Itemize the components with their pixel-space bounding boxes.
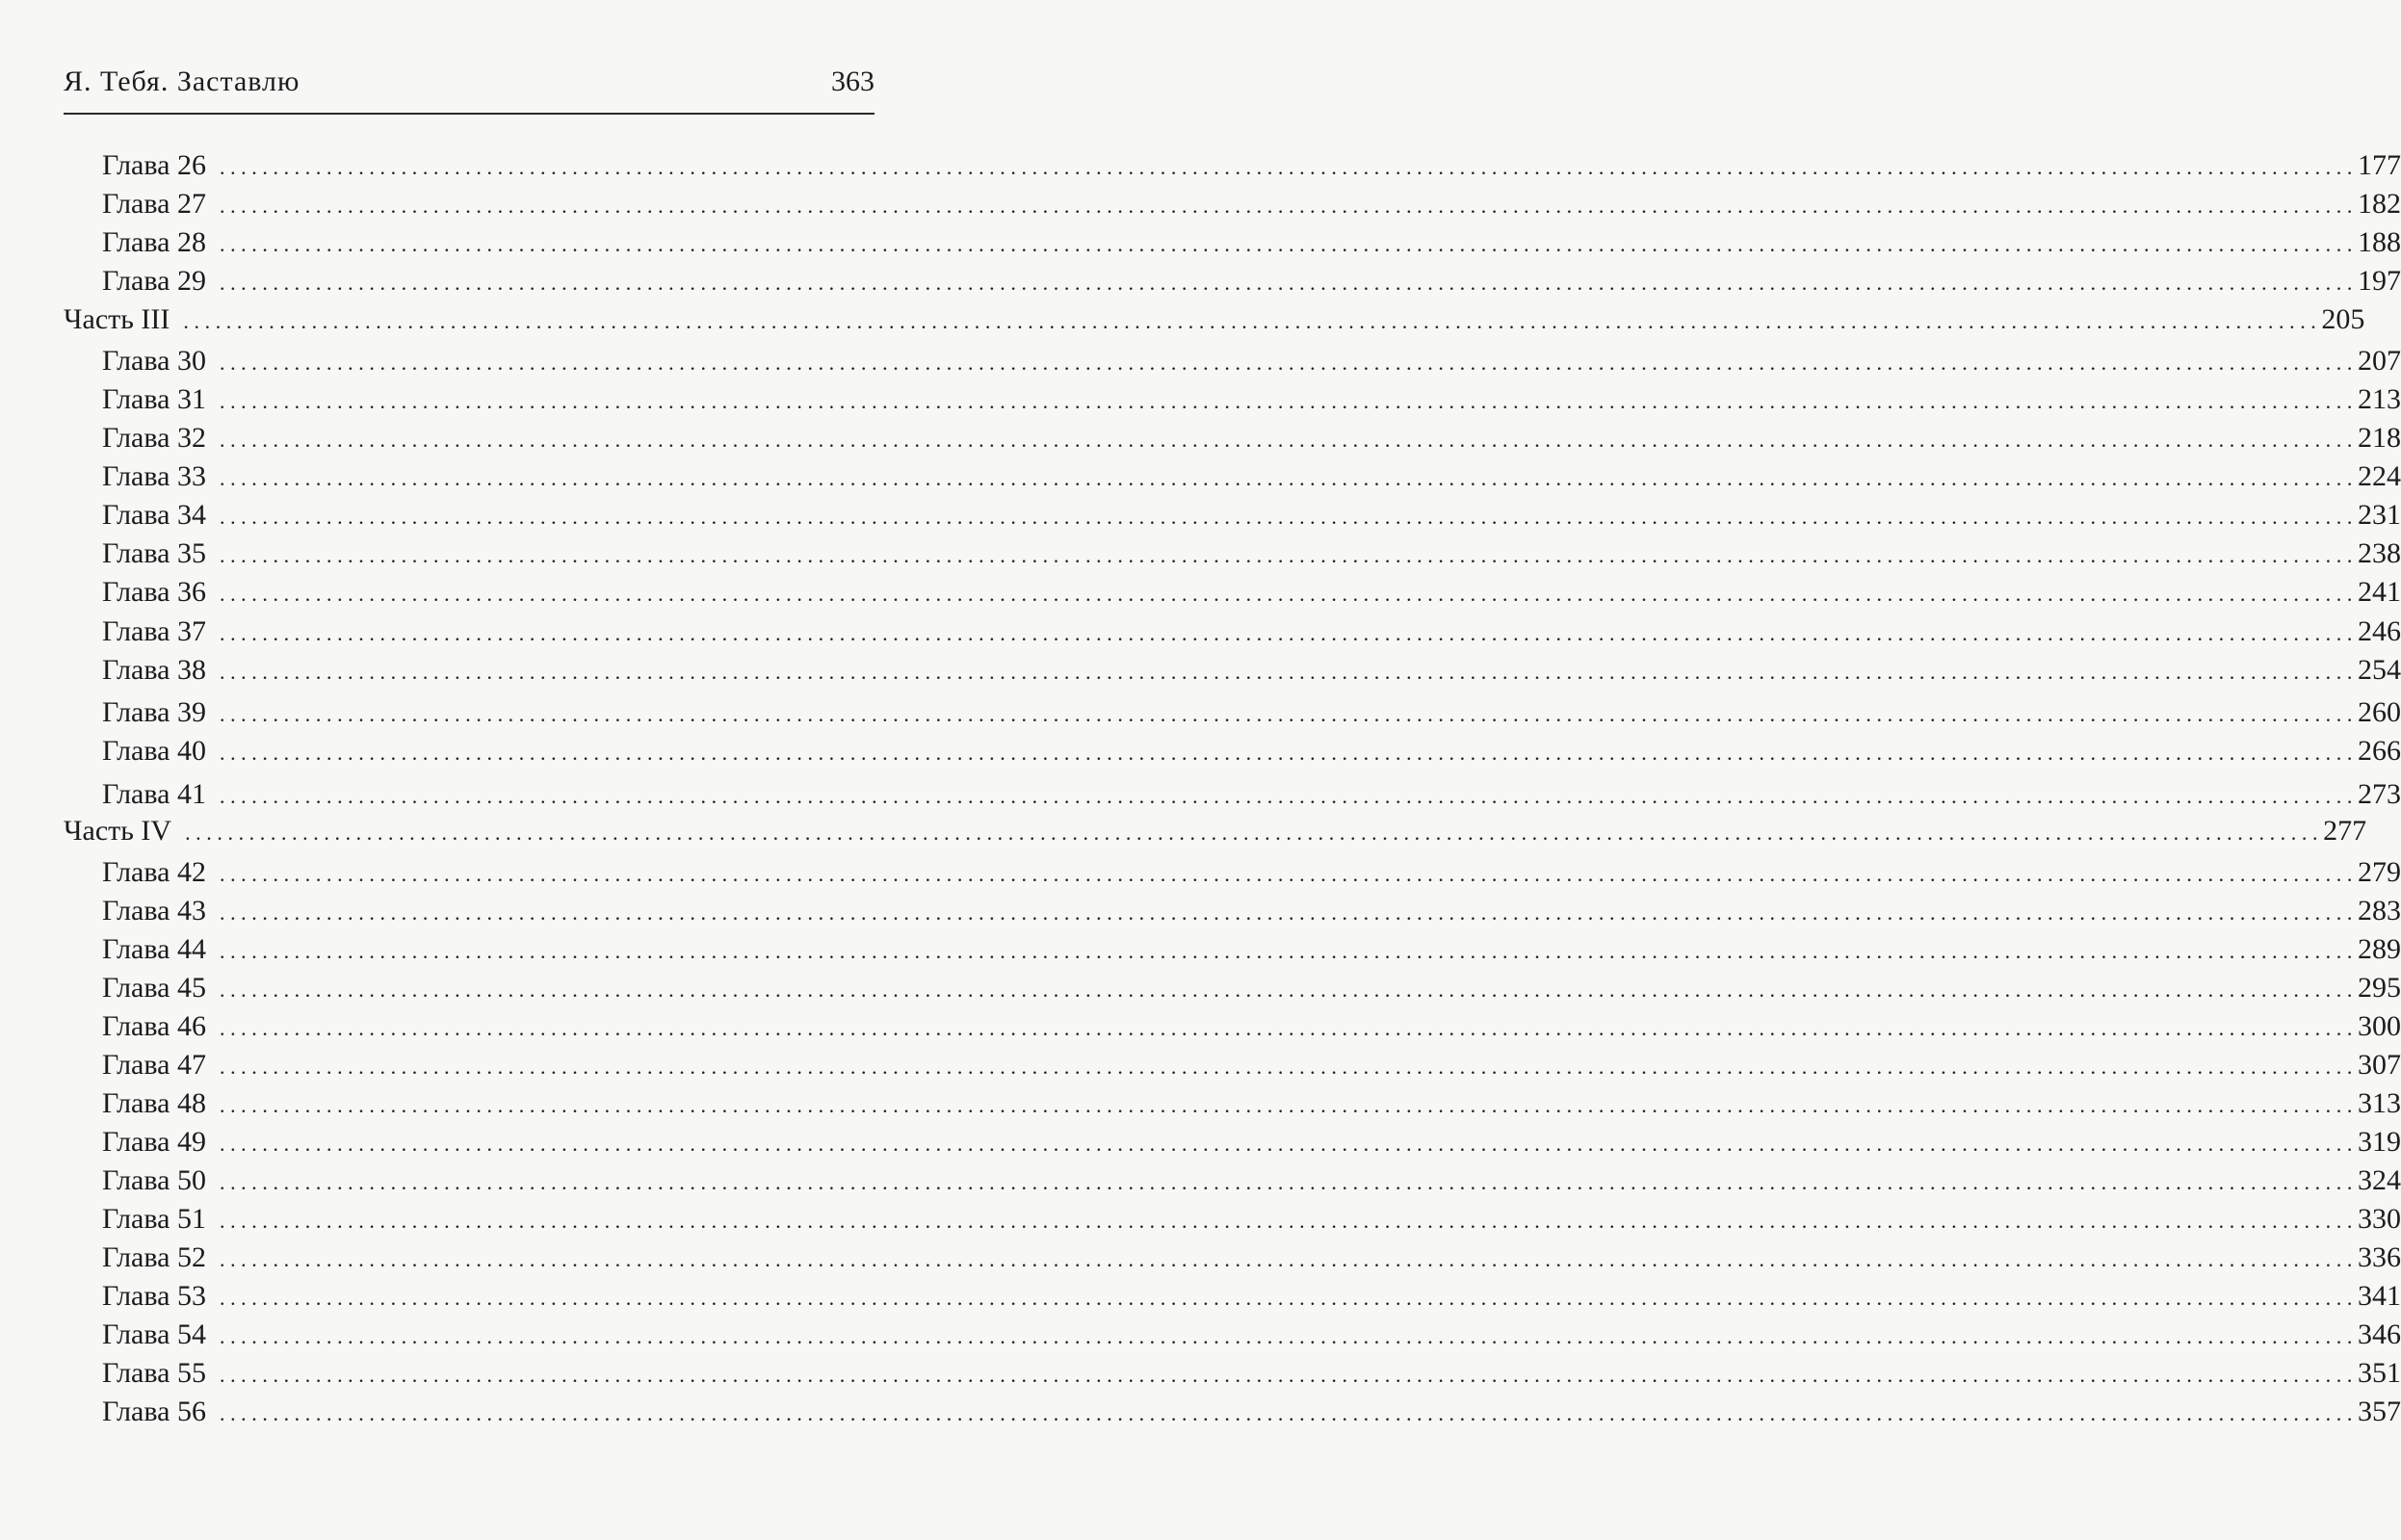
toc-chapter-row	[102, 969, 2401, 1007]
toc-page-number: 324	[2357, 1164, 2401, 1196]
part-title: Часть III	[64, 303, 170, 335]
toc-chapter-row	[102, 535, 2401, 573]
toc-chapter-row	[102, 775, 2401, 814]
toc-page-number: 182	[2357, 188, 2401, 220]
chapter-title: Глава 55	[102, 1357, 206, 1389]
toc-chapter-row	[102, 1200, 2401, 1239]
dot-leader: ........................................................................................................................................................................................................	[219, 271, 2358, 295]
dot-leader: ........................................................................................................................................................................................................	[219, 428, 2358, 452]
toc-page-number: 254	[2357, 654, 2401, 686]
chapter-title: Глава 36	[102, 576, 206, 608]
toc-chapter-row	[102, 1007, 2401, 1046]
chapter-title: Глава 26	[102, 149, 206, 181]
toc-chapter-row	[102, 573, 2401, 612]
dot-leader: ........................................................................................................................................................................................................	[219, 1363, 2358, 1387]
dot-leader: ........................................................................................................................................................................................................	[219, 784, 2358, 808]
chapter-title: Глава 29	[102, 265, 206, 297]
dot-leader: ........................................................................................................................................................................................................	[219, 862, 2358, 886]
chapter-title: Глава 33	[102, 460, 206, 492]
toc-page-number: 283	[2357, 895, 2401, 927]
chapter-title: Глава 51	[102, 1203, 206, 1235]
toc-page-number: 289	[2357, 933, 2401, 965]
chapter-title: Глава 43	[102, 895, 206, 927]
dot-leader: ........................................................................................................................................................................................................	[219, 1286, 2358, 1310]
dot-leader: ........................................................................................................................................................................................................	[219, 155, 2358, 179]
chapter-title: Глава 49	[102, 1126, 206, 1158]
toc-chapter-row	[102, 262, 2401, 300]
toc-page-number: 336	[2357, 1241, 2401, 1273]
chapter-title: Глава 56	[102, 1396, 206, 1427]
toc-chapter-row	[102, 1239, 2401, 1277]
toc-page-number: 341	[2357, 1280, 2401, 1312]
toc-page-number: 207	[2357, 345, 2401, 377]
dot-leader: ........................................................................................................................................................................................................	[219, 1247, 2358, 1271]
chapter-title: Глава 39	[102, 696, 206, 728]
dot-leader: ........................................................................................................................................................................................................	[185, 821, 2324, 845]
dot-leader: ........................................................................................................................................................................................................	[219, 901, 2358, 925]
chapter-title: Глава 30	[102, 345, 206, 377]
toc-chapter-row	[102, 419, 2401, 457]
toc-page-number: 295	[2357, 972, 2401, 1004]
header-divider	[64, 113, 874, 115]
dot-leader: ........................................................................................................................................................................................................	[219, 621, 2358, 645]
toc-page-number: 218	[2357, 422, 2401, 454]
chapter-title: Глава 42	[102, 856, 206, 888]
chapter-title: Глава 38	[102, 654, 206, 686]
toc-page-number: 224	[2357, 460, 2401, 492]
toc-chapter-row	[102, 1084, 2401, 1123]
toc-page-number: 188	[2357, 226, 2401, 258]
toc-page-number: 319	[2357, 1126, 2401, 1158]
toc-page-number: 246	[2357, 615, 2401, 647]
chapter-title: Глава 47	[102, 1049, 206, 1081]
toc-chapter-row	[102, 892, 2401, 930]
dot-leader: ........................................................................................................................................................................................................	[219, 1324, 2358, 1348]
toc-page-number: 177	[2357, 149, 2401, 181]
dot-leader: ........................................................................................................................................................................................................	[219, 582, 2358, 606]
running-header	[64, 60, 874, 112]
dot-leader: ........................................................................................................................................................................................................	[219, 1401, 2358, 1425]
dot-leader: ........................................................................................................................................................................................................	[219, 1093, 2358, 1117]
toc-chapter-row	[102, 146, 2401, 185]
dot-leader: ........................................................................................................................................................................................................	[219, 1016, 2358, 1040]
page-number: 363	[831, 65, 874, 97]
dot-leader: ........................................................................................................................................................................................................	[219, 1170, 2358, 1194]
dot-leader: ........................................................................................................................................................................................................	[219, 351, 2358, 375]
toc-page-number: 330	[2357, 1203, 2401, 1235]
dot-leader: ........................................................................................................................................................................................................	[219, 1055, 2358, 1079]
toc-chapter-row	[102, 1162, 2401, 1200]
chapter-title: Глава 28	[102, 226, 206, 258]
chapter-title: Глава 27	[102, 188, 206, 220]
chapter-title: Глава 37	[102, 615, 206, 647]
toc-chapter-row	[102, 1123, 2401, 1162]
toc-page-number: 213	[2357, 383, 2401, 415]
toc-page-number: 313	[2357, 1087, 2401, 1119]
dot-leader: ........................................................................................................................................................................................................	[219, 660, 2358, 684]
dot-leader: ........................................................................................................................................................................................................	[219, 232, 2358, 256]
dot-leader: ........................................................................................................................................................................................................	[183, 309, 2322, 333]
chapter-title: Глава 46	[102, 1010, 206, 1042]
dot-leader: ........................................................................................................................................................................................................	[219, 741, 2358, 765]
dot-leader: ........................................................................................................................................................................................................	[219, 939, 2358, 963]
toc-chapter-row	[102, 223, 2401, 262]
running-title: Я. Тебя. Заставлю	[64, 65, 300, 97]
toc-page-number: 357	[2357, 1396, 2401, 1427]
dot-leader: ........................................................................................................................................................................................................	[219, 1209, 2358, 1233]
toc-chapter-row	[102, 380, 2401, 419]
toc-chapter-row	[102, 1316, 2401, 1354]
chapter-title: Глава 44	[102, 933, 206, 965]
toc-page-number: 277	[2323, 815, 2367, 847]
toc-page-number: 279	[2357, 856, 2401, 888]
toc-page-number: 260	[2357, 696, 2401, 728]
toc-page-number: 273	[2357, 778, 2401, 810]
toc-chapter-row	[102, 1277, 2401, 1316]
toc-page-number: 205	[2321, 303, 2365, 335]
toc-page-number: 266	[2357, 735, 2401, 767]
toc-page-number: 231	[2357, 499, 2401, 531]
toc-chapter-row	[102, 930, 2401, 969]
chapter-title: Глава 50	[102, 1164, 206, 1196]
chapter-title: Глава 32	[102, 422, 206, 454]
toc-chapter-row	[102, 732, 2401, 770]
toc-chapter-row	[102, 342, 2401, 380]
chapter-title: Глава 54	[102, 1318, 206, 1350]
chapter-title: Глава 35	[102, 537, 206, 569]
toc-chapter-row	[102, 613, 2401, 651]
toc-chapter-row	[102, 1393, 2401, 1431]
dot-leader: ........................................................................................................................................................................................................	[219, 543, 2358, 567]
toc-page-number: 346	[2357, 1318, 2401, 1350]
chapter-title: Глава 40	[102, 735, 206, 767]
toc-part-row	[64, 812, 2367, 850]
toc-chapter-row	[102, 651, 2401, 690]
toc-chapter-row	[102, 457, 2401, 496]
toc-chapter-row	[102, 185, 2401, 223]
toc-part-row	[64, 300, 2365, 339]
toc-chapter-row	[102, 693, 2401, 732]
dot-leader: ........................................................................................................................................................................................................	[219, 194, 2358, 218]
dot-leader: ........................................................................................................................................................................................................	[219, 1132, 2358, 1156]
chapter-title: Глава 34	[102, 499, 206, 531]
chapter-title: Глава 45	[102, 972, 206, 1004]
dot-leader: ........................................................................................................................................................................................................	[219, 505, 2358, 529]
dot-leader: ........................................................................................................................................................................................................	[219, 978, 2358, 1002]
toc-chapter-row	[102, 1354, 2401, 1393]
dot-leader: ........................................................................................................................................................................................................	[219, 702, 2358, 726]
toc-chapter-row	[102, 1046, 2401, 1084]
chapter-title: Глава 31	[102, 383, 206, 415]
dot-leader: ........................................................................................................................................................................................................	[219, 389, 2358, 413]
toc-chapter-row	[102, 853, 2401, 892]
toc-page-number: 351	[2357, 1357, 2401, 1389]
part-title: Часть IV	[64, 815, 172, 847]
chapter-title: Глава 41	[102, 778, 206, 810]
toc-page-number: 241	[2357, 576, 2401, 608]
toc-page-number: 197	[2357, 265, 2401, 297]
dot-leader: ........................................................................................................................................................................................................	[219, 466, 2358, 490]
chapter-title: Глава 53	[102, 1280, 206, 1312]
chapter-title: Глава 52	[102, 1241, 206, 1273]
toc-page-number: 300	[2357, 1010, 2401, 1042]
chapter-title: Глава 48	[102, 1087, 206, 1119]
toc-page-number: 238	[2357, 537, 2401, 569]
toc-chapter-row	[102, 496, 2401, 535]
toc-page-number: 307	[2357, 1049, 2401, 1081]
